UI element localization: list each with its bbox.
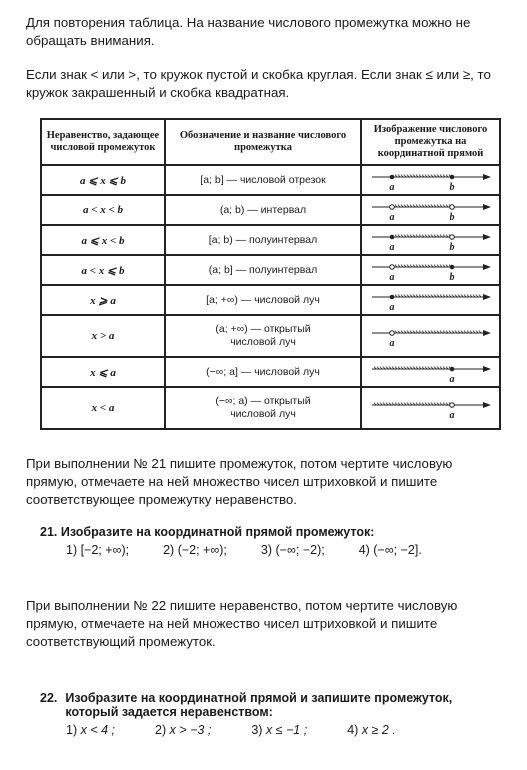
inequality-cell: a < x < b	[41, 195, 165, 225]
inequality-cell: a ⩽ x < b	[41, 225, 165, 255]
point-label: a	[389, 338, 395, 349]
axis-arrow-icon	[483, 174, 491, 180]
point-label: a	[449, 374, 455, 385]
task-21-option-3: 3) (−∞; −2);	[260, 543, 325, 557]
task-22-option-1-expr: x < 4 ;	[80, 723, 116, 737]
intro-paragraph-2: Если знак < или >, то кружок пустой и скобка круглая. Если знак ≤ или ≥, то кружок закрашенный и скобка квадратная.	[26, 67, 491, 100]
filled-point	[450, 367, 455, 372]
task-21-option-2: 2) (−2; +∞);	[163, 543, 227, 557]
task-22-option-3	[251, 723, 307, 737]
header-notation: Обозначение и название числового промежутка	[165, 119, 361, 165]
table-row	[41, 357, 500, 387]
inequality-cell: a < x ⩽ b	[41, 255, 165, 285]
task-22-title: Изобразите на координатной прямой и запишите промежуток, который задается неравенством:	[65, 691, 453, 719]
number-line-cell	[361, 357, 500, 387]
interval-name-cell: (a; b] — полуинтервал	[165, 255, 361, 285]
open-point	[450, 403, 455, 408]
task-22-option-4-number: 4)	[347, 723, 359, 737]
table-row	[41, 195, 500, 225]
filled-point	[450, 265, 455, 270]
number-line-diagram	[362, 166, 497, 194]
number-line-diagram	[362, 196, 497, 224]
task-21-title: Изобразите на координатной прямой промежуток:	[60, 525, 375, 539]
table-row	[41, 285, 500, 315]
header-inequality: Неравенство, задающее числовой промежуток	[41, 119, 165, 165]
instruction-21: При выполнении № 21 пишите промежуток, потом чертите числовую прямую, отмечаете на ней множество чисел штриховкой и пишите соответствующее промежутку неравенство.	[26, 456, 453, 507]
task-22	[40, 691, 495, 737]
task-21	[40, 525, 456, 557]
axis-arrow-icon	[483, 366, 491, 372]
number-line-cell	[361, 285, 500, 315]
interval-name-cell: [a; b] — числовой отрезок	[165, 165, 361, 195]
interval-name-cell: (−∞; a) — открытый числовой луч	[165, 387, 361, 429]
task-22-option-4-expr: x ≥ 2 .	[361, 723, 396, 737]
table-header-row	[41, 119, 500, 165]
number-line-cell	[361, 387, 500, 429]
table-row	[41, 315, 500, 357]
number-line-cell	[361, 315, 500, 357]
task-22-option-1	[66, 723, 115, 737]
number-line-diagram	[362, 256, 497, 284]
axis-arrow-icon	[483, 402, 491, 408]
interval-name-cell: (a; +∞) — открытый числовой луч	[165, 315, 361, 357]
axis-arrow-icon	[483, 204, 491, 210]
task-21-option-4: 4) (−∞; −2].	[358, 543, 422, 557]
point-label: a	[389, 302, 395, 313]
inequality-cell: a ⩽ x ⩽ b	[41, 165, 165, 195]
number-line-cell	[361, 165, 500, 195]
number-line-diagram	[362, 316, 497, 356]
task-22-option-3-expr: x ≤ −1 ;	[265, 723, 308, 737]
task-22-option-2-expr: x > −3 ;	[169, 723, 212, 737]
interval-name-cell: (−∞; a] — числовой луч	[165, 357, 361, 387]
filled-point	[390, 175, 395, 180]
task-22-option-3-number: 3)	[251, 723, 263, 737]
inequality-cell: x ⩽ a	[41, 357, 165, 387]
filled-point	[390, 295, 395, 300]
interval-name-cell: (a; b) — интервал	[165, 195, 361, 225]
number-line-diagram	[362, 286, 497, 314]
task-22-option-4	[347, 723, 396, 737]
point-label: b	[449, 242, 455, 253]
filled-point	[390, 235, 395, 240]
table-row	[41, 165, 500, 195]
point-label: b	[449, 182, 455, 193]
open-point	[390, 265, 395, 270]
point-label: a	[389, 272, 395, 283]
number-line-diagram	[362, 358, 497, 386]
open-point	[390, 205, 395, 210]
instruction-22: При выполнении № 22 пишите неравенство, потом чертите числовую прямую, отмечаете на ней множество чисел штриховкой и пишите соответствующий промежуток.	[26, 598, 458, 649]
open-point	[450, 235, 455, 240]
task-22-option-2-number: 2)	[155, 723, 167, 737]
number-line-cell	[361, 195, 500, 225]
point-label: b	[449, 212, 455, 223]
axis-arrow-icon	[483, 234, 491, 240]
task-22-option-1-number: 1)	[66, 723, 78, 737]
task-21-option-1: 1) [−2; +∞);	[66, 543, 130, 557]
axis-arrow-icon	[483, 264, 491, 270]
task-22-option-2	[155, 723, 211, 737]
interval-reference-table	[40, 118, 501, 430]
axis-arrow-icon	[483, 294, 491, 300]
task-22-number: 22.	[40, 691, 58, 705]
number-line-cell	[361, 255, 500, 285]
table-row	[41, 387, 500, 429]
axis-arrow-icon	[483, 330, 491, 336]
filled-point	[450, 175, 455, 180]
point-label: a	[449, 410, 455, 421]
point-label: a	[389, 212, 395, 223]
number-line-diagram	[362, 388, 497, 428]
open-point	[390, 331, 395, 336]
interval-name-cell: [a; b) — полуинтервал	[165, 225, 361, 255]
table-row	[41, 255, 500, 285]
intro-paragraph-1: Для повторения таблица. На название числового промежутка можно не обращать внимания.	[26, 15, 471, 48]
inequality-cell: x < a	[41, 387, 165, 429]
point-label: a	[389, 182, 395, 193]
interval-name-cell: [a; +∞) — числовой луч	[165, 285, 361, 315]
task-21-number: 21.	[40, 525, 58, 539]
point-label: b	[449, 272, 455, 283]
number-line-diagram	[362, 226, 497, 254]
inequality-cell: x ⩾ a	[41, 285, 165, 315]
table-row	[41, 225, 500, 255]
number-line-cell	[361, 225, 500, 255]
inequality-cell: x > a	[41, 315, 165, 357]
open-point	[450, 205, 455, 210]
header-picture: Изображение числового промежутка на координатной прямой	[361, 119, 500, 165]
point-label: a	[389, 242, 395, 253]
